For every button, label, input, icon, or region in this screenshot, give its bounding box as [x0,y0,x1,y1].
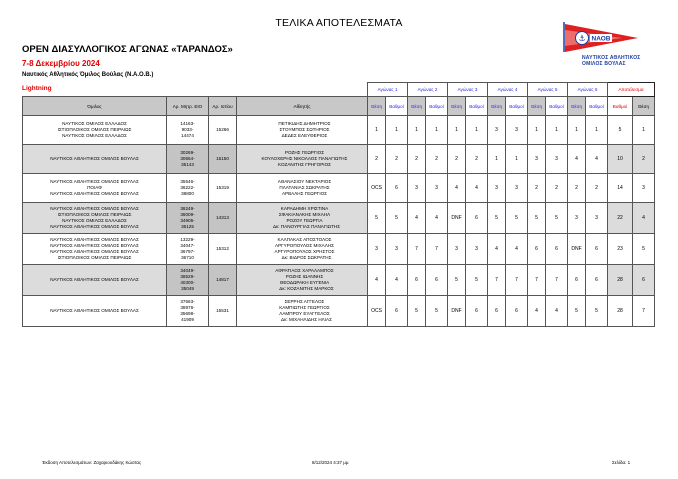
race-1-points: 6 [386,296,408,327]
athletes-cell: ΑΘΑΝΑΣΙΟΥ ΝΕΚΤΑΡΙΟΣ ΠΛΑΤΑΝΙΑΣ ΣΩΚΡΑΤΗΣ ΑΡΒΑΛΗΣ ΓΕΩΡΓΙΟΣ [237,174,368,203]
result-row [23,296,655,327]
race-1-points: 6 [386,174,408,203]
sail-no-cell: 14313 [209,203,237,234]
race-3-points: 5 [466,265,488,296]
col-r4-points: Βαθμοί [506,97,528,116]
race-5-position: 1 [528,116,546,145]
race-5-points: 3 [546,145,568,174]
final-result-header: Αποτέλεσμα [608,83,655,97]
race-4-points: 4 [506,234,528,265]
race-5-points: 6 [546,234,568,265]
race-6-points: 6 [586,234,608,265]
race-1-position: 1 [368,116,386,145]
col-final-position: Θέση [633,97,655,116]
athletes-cell: ΣΕΡΡΗΣ ΑΓΓΕΛΟΣ ΚΑΜΠΙΩΤΗΣ ΓΕΩΡΓΙΟΣ ΛΑΜΠΡΟΥ ΕΥΑΓΓΕΛΟΣ Δκ: ΜΙΧΑΗΛΙΔΗΣ ΗΛΙΑΣ [237,296,368,327]
reg-no-cell: 13229- 34047- 36797- 36710 [167,234,209,265]
reg-no-cell: 36249- 36009- 34905- 36125 [167,203,209,234]
club-cell: ΝΑΥΤΙΚΟΣ ΟΜΙΛΟΣ ΕΛΛΑΔΟΣ ΙΣΤΙΟΠΛΟΙΚΟΣ ΟΜΙΛΟΣ ΠΕΙΡΑΙΩΣ ΝΑΥΤΙΚΟΣ ΟΜΙΛΟΣ ΕΛΛΑΔΟΣ [23,116,167,145]
col-r3-points: Βαθμοί [466,97,488,116]
athletes-cell: ΚΑΛΠΑΚΑΣ ΑΠΟΣΤΟΛΟΣ ΑΡΓΥΡΟΠΟΥΛΟΣ ΜΙΧΑΛΗΣ ΑΡΓΥΡΟΠΟΥΛΟΣ ΧΡΗΣΤΟΣ Δκ: ΒΙΔΡΟΣ ΣΩΚΡΑΤΗΣ [237,234,368,265]
race-1-points: 1 [386,116,408,145]
race-header-3: Αγώνας 3 [448,83,488,97]
race-header-6: Αγώνας 6 [568,83,608,97]
result-row [23,234,655,265]
race-6-position: 3 [568,203,586,234]
race-3-points: 3 [466,234,488,265]
race-1-position: OCS [368,296,386,327]
race-header-4: Αγώνας 4 [488,83,528,97]
club-cell: ΝΑΥΤΙΚΟΣ ΑΘΛΗΤΙΚΟΣ ΟΜΙΛΟΣ ΒΟΥΛΑΣ ΝΑΥΤΙΚΟΣ ΑΘΛΗΤΙΚΟΣ ΟΜΙΛΟΣ ΒΟΥΛΑΣ ΝΑΥΤΙΚΟΣ ΑΘΛΗΤΙΚΟΣ ΟΜΙΛΟΣ ΒΟΥΛΑΣ ΙΣΤΙΟΠΛΟΙΚΟΣ ΟΜΙΛΟΣ ΠΕΙΡΑΙΩΣ [23,234,167,265]
footer-page-number: Σελίδα: 1 [612,460,631,465]
race-3-points: 1 [466,116,488,145]
race-3-points: 6 [466,296,488,327]
race-4-points: 3 [506,174,528,203]
race-5-points: 7 [546,265,568,296]
col-sail-no: Αρ. Ιστίου [209,97,237,116]
col-r3-position: Θέση [448,97,466,116]
race-5-points: 1 [546,116,568,145]
race-2-points: 6 [426,265,448,296]
col-r2-position: Θέση [408,97,426,116]
race-6-points: 6 [586,265,608,296]
final-position: 3 [633,174,655,203]
reg-no-cell: 37663- 38976- 35698- 41909 [167,296,209,327]
race-3-position: 5 [448,265,466,296]
race-2-points: 2 [426,145,448,174]
reg-no-cell: 14163- 9033- 14474 [167,116,209,145]
race-6-position: 4 [568,145,586,174]
race-header-2: Αγώνας 2 [408,83,448,97]
race-6-position: 2 [568,174,586,203]
sail-no-cell: 14817 [209,265,237,296]
final-position: 6 [633,265,655,296]
race-3-position: 2 [448,145,466,174]
club-cell: ΝΑΥΤΙΚΟΣ ΑΘΛΗΤΙΚΟΣ ΟΜΙΛΟΣ ΒΟΥΛΑΣ ΙΣΤΙΟΠΛΟΙΚΟΣ ΟΜΙΛΟΣ ΠΕΙΡΑΙΩΣ ΝΑΥΤΙΚΟΣ ΟΜΙΛΟΣ ΕΛΛΑΔΟΣ ΝΑΥΤΙΚΟΣ ΑΘΛΗΤΙΚΟΣ ΟΜΙΛΟΣ ΒΟΥΛΑΣ [23,203,167,234]
race-5-position: 7 [528,265,546,296]
race-2-points: 1 [426,116,448,145]
race-4-position: 3 [488,174,506,203]
final-points: 28 [608,265,633,296]
logo-caption: ΝΑΥΤΙΚΟΣ ΑΘΛΗΤΙΚΟΣ ΟΜΙΛΟΣ ΒΟΥΛΑΣ [582,55,641,67]
race-1-position: 4 [368,265,386,296]
race-2-position: 6 [408,265,426,296]
race-2-position: 1 [408,116,426,145]
reg-no-cell: 35546- 36222- 38800 [167,174,209,203]
race-header-1: Αγώνας 1 [368,83,408,97]
svg-text:ΝΑΟΒ: ΝΑΟΒ [591,35,611,43]
race-6-position: 5 [568,296,586,327]
race-4-points: 5 [506,203,528,234]
final-position: 7 [633,296,655,327]
final-points: 28 [608,296,633,327]
athletes-cell: ΑΦΡΑΤΙΑΟΣ ΧΑΡΑΛΑΜΠΟΣ ΡΟΖΗΣ ΙΩΑΝΝΗΣ ΘΕΟΔΩΡΑΚΗ ΕΥΓΕΝΙΑ Δκ: ΚΟΖΑΝΙΤΗΣ ΜΑΡΚΟΣ [237,265,368,296]
result-row [23,174,655,203]
club-cell: ΝΑΥΤΙΚΟΣ ΑΘΛΗΤΙΚΟΣ ΟΜΙΛΟΣ ΒΟΥΛΑΣ [23,296,167,327]
results-table [22,82,655,327]
col-r1-points: Βαθμοί [386,97,408,116]
race-3-position: 3 [448,234,466,265]
race-header-row [23,83,655,97]
race-3-position: 1 [448,116,466,145]
race-6-position: 1 [568,116,586,145]
race-1-position: OCS [368,174,386,203]
race-4-position: 3 [488,116,506,145]
race-1-position: 5 [368,203,386,234]
sail-no-cell: 15150 [209,145,237,174]
race-6-points: 3 [586,203,608,234]
final-points: 10 [608,145,633,174]
race-5-points: 4 [546,296,568,327]
organizer-name: Ναυτικός Αθλητικός Όμιλος Βούλας (Ν.Α.Ο.Β.) [22,72,154,78]
race-4-position: 1 [488,145,506,174]
race-2-position: 3 [408,174,426,203]
col-reg-no: Αρ. Μητρ. ΕΙΟ [167,97,209,116]
athletes-cell: ΚΑΡΑΔΗΜΗ ΧΡΙΣΤΙΝΑ ΣΦΑΚΙΑΝΑΚΗΣ ΜΙΧΑΗΛ ΡΟΖΟΥ ΓΕΩΡΓΙΑ Δκ: ΠΑΝΟΥΡΓΙΑΣ ΠΑΝΑΓΙΩΤΗΣ [237,203,368,234]
race-3-points: 4 [466,174,488,203]
race-3-position: DNF [448,203,466,234]
col-r4-position: Θέση [488,97,506,116]
race-5-position: 5 [528,203,546,234]
race-5-position: 4 [528,296,546,327]
race-5-position: 3 [528,145,546,174]
col-r6-position: Θέση [568,97,586,116]
final-points: 23 [608,234,633,265]
race-4-position: 4 [488,234,506,265]
race-3-points: 2 [466,145,488,174]
race-1-points: 2 [386,145,408,174]
event-title: OPEN ΔΙΑΣΥΛΛΟΓΙΚΟΣ ΑΓΩΝΑΣ «ΤΑΡΑΝΔΟΣ» [22,44,233,55]
col-r1-position: Θέση [368,97,386,116]
final-points: 5 [608,116,633,145]
race-6-points: 4 [586,145,608,174]
result-row [23,145,655,174]
sail-no-cell: 15531 [209,296,237,327]
race-4-position: 7 [488,265,506,296]
race-2-points: 4 [426,203,448,234]
col-athletes: Αθλητής [237,97,368,116]
race-6-position: 6 [568,265,586,296]
race-2-position: 7 [408,234,426,265]
final-position: 4 [633,203,655,234]
final-position: 5 [633,234,655,265]
club-cell: ΝΑΥΤΙΚΟΣ ΑΘΛΗΤΙΚΟΣ ΟΜΙΛΟΣ ΒΟΥΛΑΣ ΠΟΙΑΦ ΝΑΥΤΙΚΟΣ ΑΘΛΗΤΙΚΟΣ ΟΜΙΛΟΣ ΒΟΥΛΑΣ [23,174,167,203]
final-position: 1 [633,116,655,145]
final-points: 14 [608,174,633,203]
race-6-points: 1 [586,116,608,145]
race-6-points: 2 [586,174,608,203]
race-1-points: 4 [386,265,408,296]
footer-timestamp: 8/12/2024 4:37 μμ [312,460,349,465]
race-6-points: 5 [586,296,608,327]
race-2-points: 7 [426,234,448,265]
final-position: 2 [633,145,655,174]
race-3-points: 6 [466,203,488,234]
club-cell: ΝΑΥΤΙΚΟΣ ΑΘΛΗΤΙΚΟΣ ΟΜΙΛΟΣ ΒΟΥΛΑΣ [23,265,167,296]
col-club: Όμιλος [23,97,167,116]
athletes-cell: ΡΟΖΗΣ ΓΕΩΡΓΙΟΣ ΚΟΥΛΟΧΕΡΗΣ ΝΙΚΟΛΑΟΣ ΠΑΝΑΓΙΩΤΗΣ ΚΟΖΑΝΙΤΗΣ ΓΡΗΓΟΡΙΟΣ [237,145,368,174]
result-row [23,265,655,296]
club-pennant-logo-icon [560,18,650,78]
race-6-position: DNF [568,234,586,265]
race-3-position: DNF [448,296,466,327]
footer-publisher: Έκδοση Αποτελεσμάτων: Ζαχαριουδάκης Κώστας [42,460,142,465]
col-r5-position: Θέση [528,97,546,116]
col-r5-points: Βαθμοί [546,97,568,116]
race-2-position: 2 [408,145,426,174]
race-1-points: 3 [386,234,408,265]
race-4-points: 3 [506,116,528,145]
reg-no-cell: 30269- 30664- 35143 [167,145,209,174]
race-5-position: 6 [528,234,546,265]
sail-no-cell: 15319 [209,174,237,203]
sail-no-cell: 15312 [209,234,237,265]
race-1-position: 2 [368,145,386,174]
race-5-points: 5 [546,203,568,234]
race-2-position: 4 [408,203,426,234]
race-2-points: 5 [426,296,448,327]
race-5-points: 2 [546,174,568,203]
athletes-cell: ΠΕΤΙΚΙΔΗΣ ΔΗΜΗΤΡΙΟΣ ΣΤΟΥΜΠΟΣ ΣΩΤΗΡΙΟΣ ΔΕΔΕΣ ΕΛΕΥΘΕΡΙΟΣ [237,116,368,145]
race-2-points: 3 [426,174,448,203]
svg-text:⚓: ⚓ [578,34,586,43]
race-header-5: Αγώνας 5 [528,83,568,97]
column-header-row [23,97,655,116]
race-4-points: 7 [506,265,528,296]
result-row [23,203,655,234]
col-final-points: Βαθμοί [608,97,633,116]
boat-class: Lightning [22,85,52,92]
event-dates: 7-8 Δεκεμβρίου 2024 [22,59,100,68]
club-cell: ΝΑΥΤΙΚΟΣ ΑΘΛΗΤΙΚΟΣ ΟΜΙΛΟΣ ΒΟΥΛΑΣ [23,145,167,174]
result-row [23,116,655,145]
race-2-position: 5 [408,296,426,327]
final-points: 22 [608,203,633,234]
col-r2-points: Βαθμοί [426,97,448,116]
race-5-position: 2 [528,174,546,203]
race-4-points: 6 [506,296,528,327]
race-1-position: 3 [368,234,386,265]
race-4-position: 6 [488,296,506,327]
page-title: ΤΕΛΙΚΑ ΑΠΟΤΕΛΕΣΜΑΤΑ [275,17,403,29]
race-4-position: 5 [488,203,506,234]
race-3-position: 4 [448,174,466,203]
col-r6-points: Βαθμοί [586,97,608,116]
sail-no-cell: 15266 [209,116,237,145]
race-4-points: 1 [506,145,528,174]
reg-no-cell: 34049- 38529- 40300- 35049 [167,265,209,296]
race-1-points: 5 [386,203,408,234]
